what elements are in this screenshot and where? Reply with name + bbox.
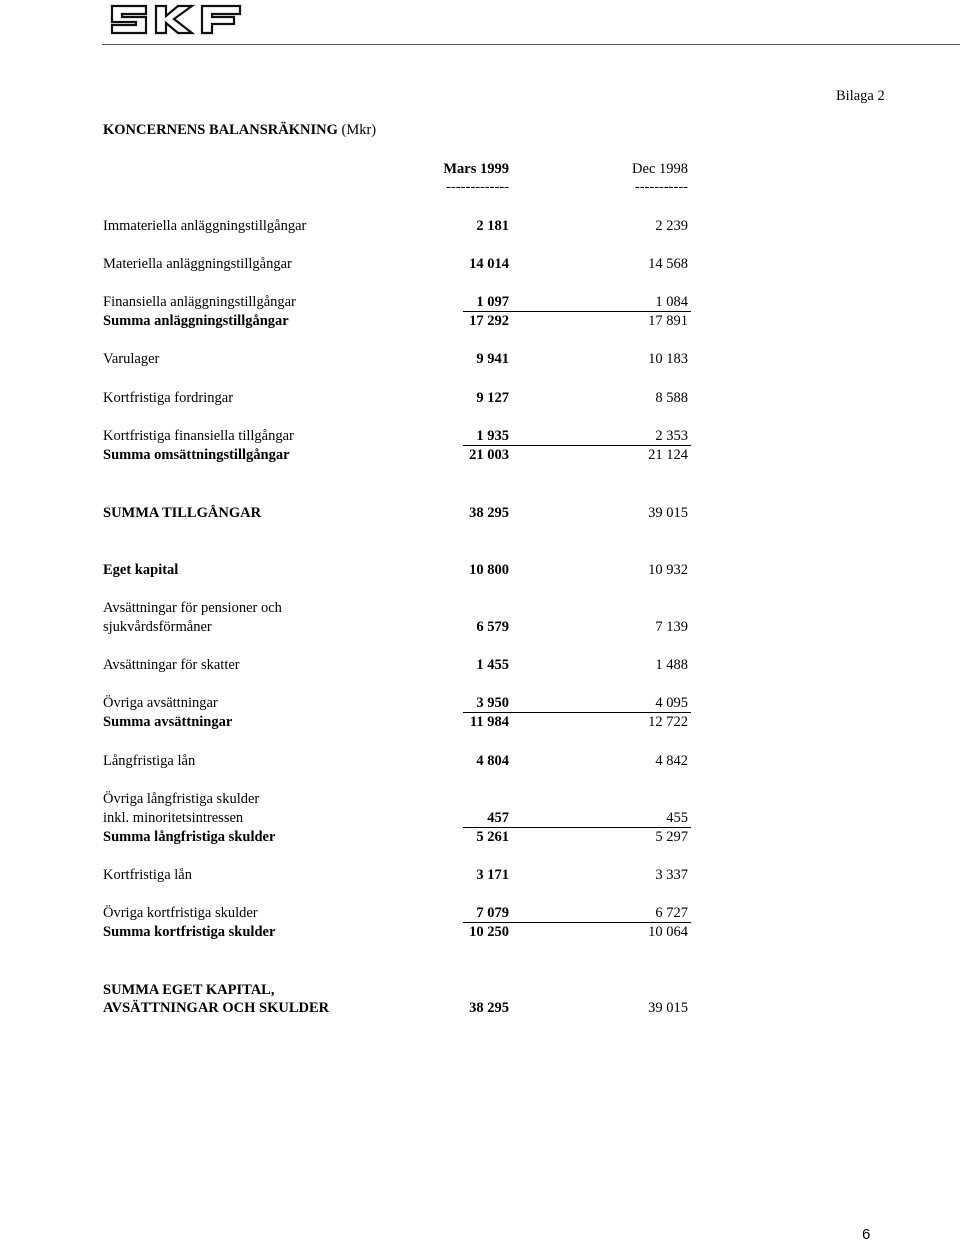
header-divider — [102, 44, 960, 45]
table-row — [103, 619, 703, 638]
table-row — [103, 867, 703, 886]
row-label: Summa kortfristiga skulder — [103, 924, 276, 940]
value-dec-1998: 5 297 — [655, 829, 688, 845]
row-label: Övriga kortfristiga skulder — [103, 905, 258, 921]
value-mars-1999: 10 250 — [469, 924, 509, 940]
page-number: 6 — [862, 1226, 871, 1243]
value-mars-1999: 14 014 — [469, 256, 509, 272]
table-row-total — [103, 1000, 703, 1019]
value-mars-1999: 3 171 — [476, 867, 509, 883]
subtotal-underline — [463, 712, 691, 713]
table-row-subtotal — [103, 714, 703, 733]
subtotal-underline — [463, 922, 691, 923]
document-title — [103, 122, 376, 139]
column-header-dash-1: ------------- — [446, 179, 509, 195]
subtotal-underline — [463, 311, 691, 312]
value-mars-1999: 6 579 — [476, 619, 509, 635]
row-label: inkl. minoritetsintressen — [103, 810, 244, 826]
row-label: Avsättningar för pensioner och — [103, 600, 282, 616]
table-row — [103, 351, 703, 370]
table-row-subtotal — [103, 313, 703, 332]
table-row — [103, 390, 703, 409]
value-dec-1998: 4 842 — [655, 753, 688, 769]
value-dec-1998: 21 124 — [648, 447, 688, 463]
table-row — [103, 218, 703, 237]
row-label: SUMMA EGET KAPITAL, — [103, 982, 275, 998]
value-dec-1998: 6 727 — [655, 905, 688, 921]
value-mars-1999: 17 292 — [469, 313, 509, 329]
value-dec-1998: 2 239 — [655, 218, 688, 234]
value-mars-1999: 1 455 — [476, 657, 509, 673]
row-label: Kortfristiga fordringar — [103, 390, 234, 406]
row-label: Summa omsättningstillgångar — [103, 447, 290, 463]
row-label: Summa anläggningstillgångar — [103, 313, 289, 329]
row-label: Eget kapital — [103, 562, 179, 578]
table-row-total — [103, 982, 703, 1001]
table-row — [103, 428, 703, 447]
value-mars-1999: 11 984 — [469, 714, 509, 730]
column-header-dash-2: ----------- — [634, 179, 688, 195]
value-mars-1999: 9 127 — [476, 390, 509, 406]
value-mars-1999: 7 079 — [476, 905, 509, 921]
row-label: Varulager — [103, 351, 160, 367]
row-label: Kortfristiga finansiella tillgångar — [103, 428, 294, 444]
row-label: Immateriella anläggningstillgångar — [103, 218, 307, 234]
table-row — [103, 695, 703, 714]
table-row — [103, 294, 703, 313]
value-dec-1998: 1 488 — [655, 657, 688, 673]
value-mars-1999: 457 — [487, 810, 509, 826]
value-dec-1998: 3 337 — [655, 867, 688, 883]
row-label: AVSÄTTNINGAR OCH SKULDER — [103, 1000, 330, 1016]
subtotal-underline — [463, 827, 691, 828]
value-mars-1999: 9 941 — [476, 351, 509, 367]
value-mars-1999: 38 295 — [469, 1000, 509, 1016]
table-row — [103, 810, 703, 829]
value-mars-1999: 38 295 — [469, 505, 509, 521]
value-dec-1998: 7 139 — [655, 619, 688, 635]
value-dec-1998: 17 891 — [648, 313, 688, 329]
appendix-label: Bilaga 2 — [836, 88, 885, 104]
value-mars-1999: 4 804 — [476, 753, 509, 769]
row-label: Summa långfristiga skulder — [103, 829, 276, 845]
value-dec-1998: 14 568 — [648, 256, 688, 272]
value-mars-1999: 5 261 — [476, 829, 509, 845]
table-row — [103, 791, 703, 810]
row-label: Långfristiga lån — [103, 753, 196, 769]
row-label: Avsättningar för skatter — [103, 657, 240, 673]
value-dec-1998: 10 183 — [648, 351, 688, 367]
value-mars-1999: 1 097 — [476, 294, 509, 310]
value-mars-1999: 3 950 — [476, 695, 509, 711]
row-label: Kortfristiga lån — [103, 867, 192, 883]
value-dec-1998: 1 084 — [655, 294, 688, 310]
column-header-dec-1998: Dec 1998 — [632, 161, 688, 177]
value-mars-1999: 1 935 — [476, 428, 509, 444]
value-mars-1999: 21 003 — [469, 447, 509, 463]
table-row-subtotal — [103, 447, 703, 466]
table-row — [103, 256, 703, 275]
column-header-mars-1999: Mars 1999 — [443, 161, 509, 177]
row-label: Materiella anläggningstillgångar — [103, 256, 292, 272]
value-dec-1998: 39 015 — [648, 1000, 688, 1016]
value-dec-1998: 10 064 — [648, 924, 688, 940]
value-dec-1998: 2 353 — [655, 428, 688, 444]
skf-logo — [108, 2, 244, 36]
row-label: SUMMA TILLGÅNGAR — [103, 505, 262, 521]
table-row — [103, 905, 703, 924]
row-label: Övriga avsättningar — [103, 695, 218, 711]
table-row-subtotal — [103, 562, 703, 581]
value-mars-1999: 2 181 — [476, 218, 509, 234]
value-dec-1998: 10 932 — [648, 562, 688, 578]
value-dec-1998: 455 — [666, 810, 688, 826]
value-dec-1998: 8 588 — [655, 390, 688, 406]
table-row — [103, 753, 703, 772]
row-label: sjukvårdsförmåner — [103, 619, 212, 635]
table-row-subtotal — [103, 829, 703, 848]
row-label: Finansiella anläggningstillgångar — [103, 294, 296, 310]
table-row-subtotal — [103, 924, 703, 943]
value-mars-1999: 10 800 — [469, 562, 509, 578]
value-dec-1998: 39 015 — [648, 505, 688, 521]
value-dec-1998: 4 095 — [655, 695, 688, 711]
row-label: Övriga långfristiga skulder — [103, 791, 260, 807]
row-label: Summa avsättningar — [103, 714, 233, 730]
table-row — [103, 657, 703, 676]
table-row — [103, 600, 703, 619]
title-text: KONCERNENS BALANSRÄKNING — [103, 122, 338, 138]
table-row-total — [103, 505, 703, 524]
value-dec-1998: 12 722 — [648, 714, 688, 730]
title-unit: (Mkr) — [341, 122, 377, 138]
subtotal-underline — [463, 445, 691, 446]
